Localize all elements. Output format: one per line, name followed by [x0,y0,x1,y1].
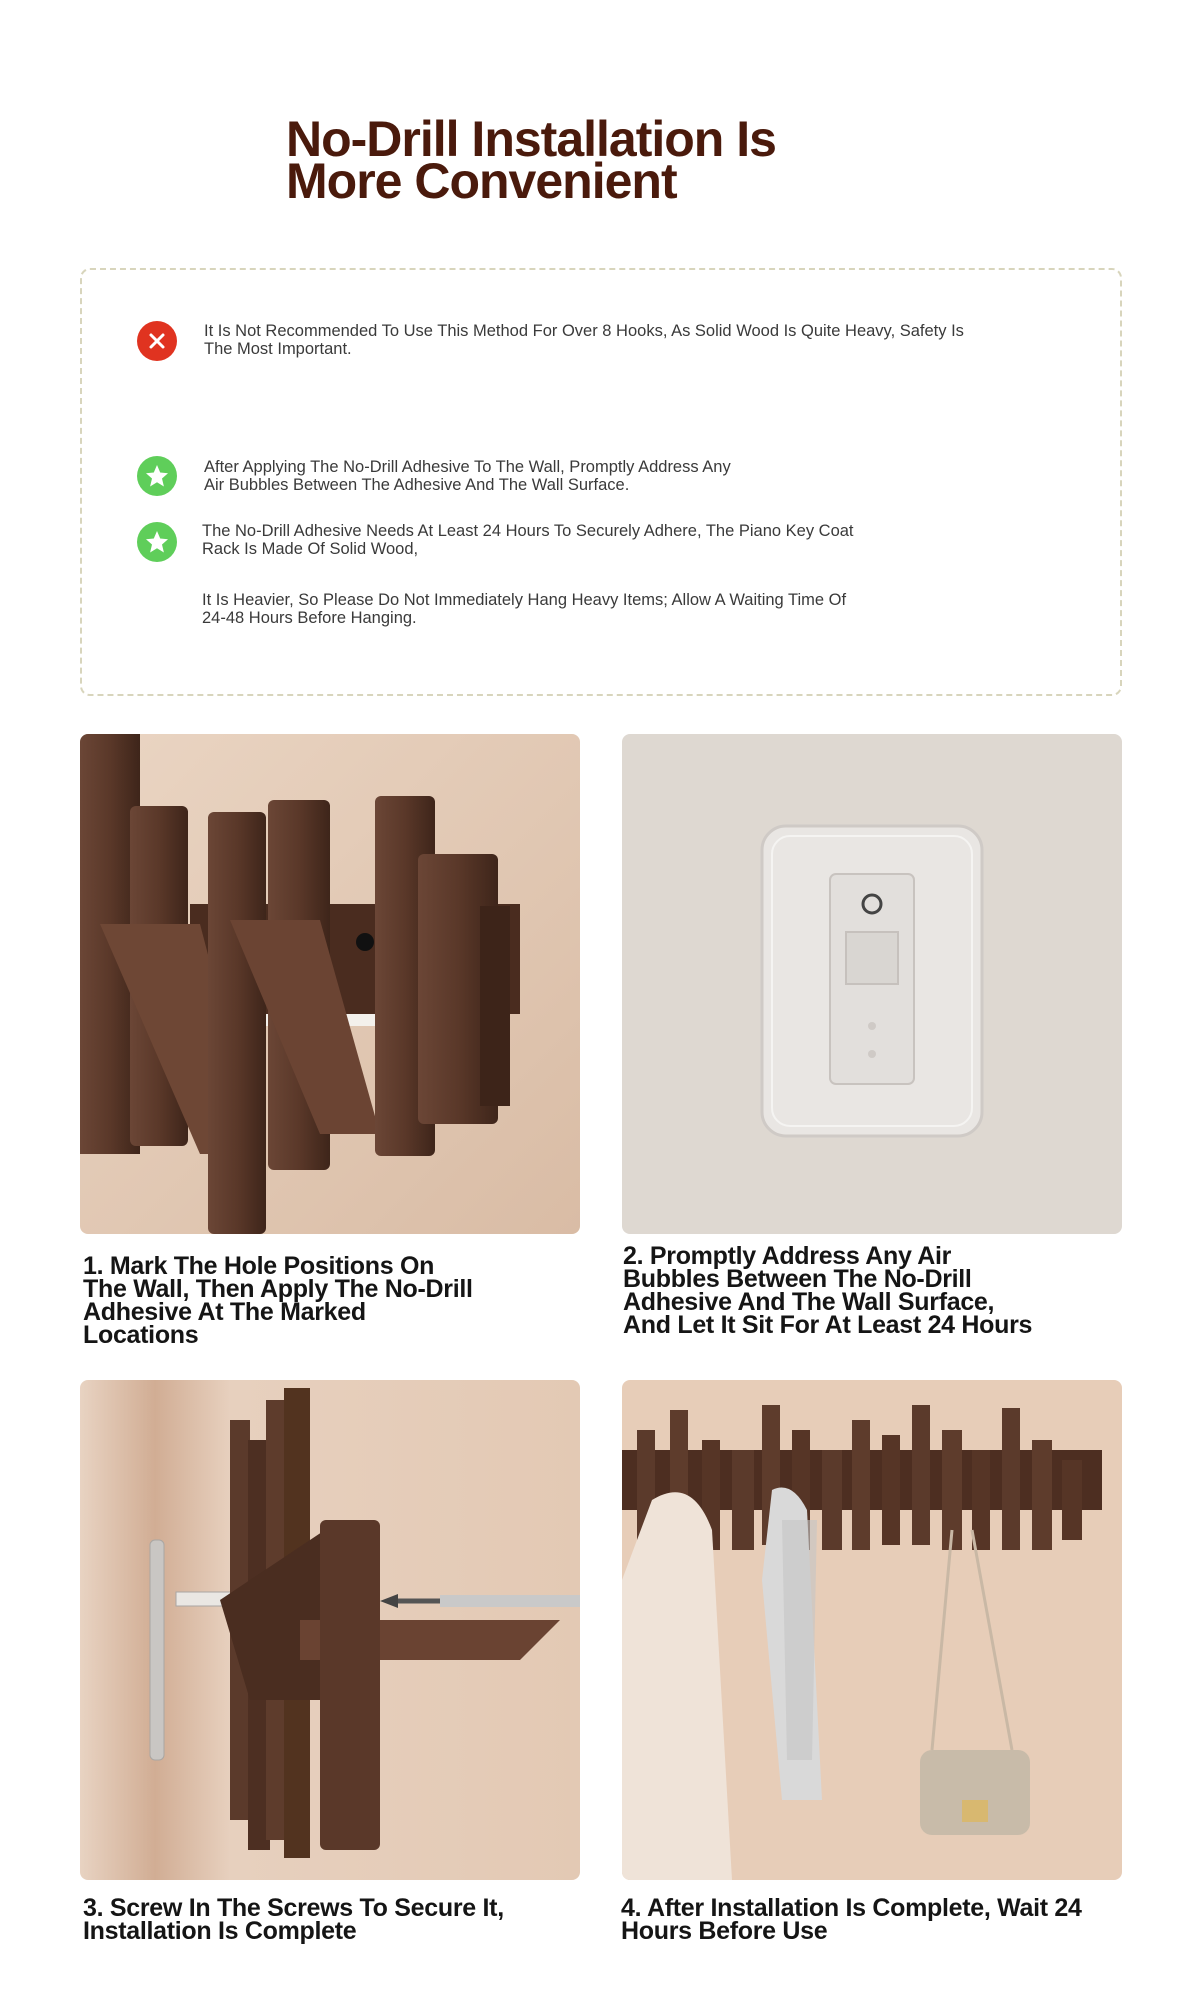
caption-line: 3. Screw In The Screws To Secure It, [83,1894,504,1922]
note-line: The No-Drill Adhesive Needs At Least 24 Hours To Securely Adhere, The Piano Key Coat [202,522,854,540]
page-title [286,111,906,209]
caption-line: The Wall, Then Apply The No-Drill [83,1275,473,1303]
step-2-image [622,734,1122,1234]
note-line: Air Bubbles Between The Adhesive And The Wall Surface. [204,476,630,494]
check-icon [137,522,177,562]
caption-line: Hours Before Use [621,1917,828,1945]
caption-line: Adhesive And The Wall Surface, [623,1288,995,1316]
note-line: It Is Not Recommended To Use This Method For Over 8 Hooks, As Solid Wood Is Quite Heavy, Safety Is [204,322,964,340]
caption-line: Locations [83,1321,199,1349]
step-4-caption [621,1894,1082,1945]
caption-line: Adhesive At The Marked [83,1298,366,1326]
caption-line: 2. Promptly Address Any Air [623,1242,952,1270]
warning-note [204,322,1044,358]
note-line: 24-48 Hours Before Hanging. [202,609,417,627]
step-3-caption [83,1894,504,1945]
caption-line: And Let It Sit For At Least 24 Hours [623,1311,1033,1339]
cross-icon [137,321,177,361]
note-line: After Applying The No-Drill Adhesive To The Wall, Promptly Address Any [204,458,731,476]
step-3-image [80,1380,580,1880]
check-icon [137,456,177,496]
step-1-caption [83,1252,473,1349]
caption-line: Installation Is Complete [83,1917,357,1945]
step-1-image [80,734,580,1234]
tip-note [202,522,1042,558]
page-title-line-1: No-Drill Installation Is [286,111,776,167]
step-2-caption [623,1242,1033,1339]
caption-line: 4. After Installation Is Complete, Wait 24 [621,1894,1082,1922]
caption-line: 1. Mark The Hole Positions On [83,1252,435,1280]
caption-line: Bubbles Between The No-Drill [623,1265,972,1293]
note-line: The Most Important. [204,340,352,358]
tip-note [204,458,1044,494]
step-4-image [622,1380,1122,1880]
note-line: It Is Heavier, So Please Do Not Immediately Hang Heavy Items; Allow A Waiting Time Of [202,591,847,609]
note-line: Rack Is Made Of Solid Wood, [202,540,419,558]
text-note [202,591,1042,627]
page-title-line-2: More Convenient [286,153,677,209]
